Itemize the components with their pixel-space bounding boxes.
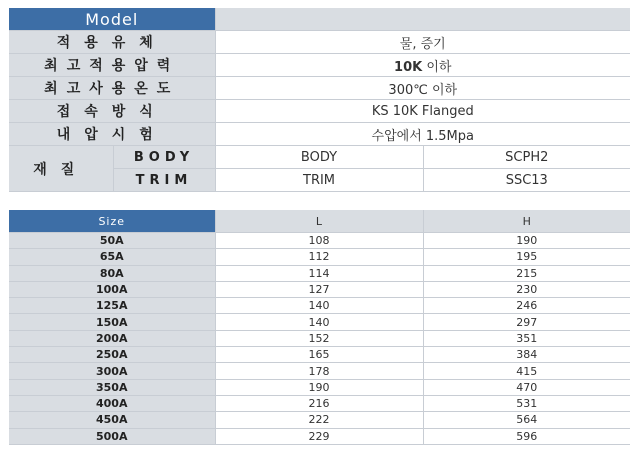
- l-cell: 108: [215, 233, 423, 249]
- size-table-body: [9, 233, 630, 445]
- h-cell: 531: [423, 395, 630, 411]
- spec-value: KS 10K Flanged: [215, 100, 630, 123]
- table-row: [9, 363, 630, 379]
- table-row: [9, 249, 630, 265]
- size-table: [9, 210, 630, 445]
- trim-name: TRIM: [215, 169, 423, 192]
- table-row: [9, 298, 630, 314]
- h-cell: 246: [423, 298, 630, 314]
- model-label: Model: [9, 8, 215, 31]
- size-cell: 450A: [9, 412, 215, 428]
- size-cell: 350A: [9, 379, 215, 395]
- size-cell: 500A: [9, 428, 215, 444]
- spec-row: [9, 31, 630, 54]
- table-row: [9, 281, 630, 297]
- spec-row: [9, 123, 630, 146]
- h-cell: 384: [423, 347, 630, 363]
- l-cell: 229: [215, 428, 423, 444]
- table-row: [9, 412, 630, 428]
- size-cell: 400A: [9, 395, 215, 411]
- spec-value: 수압에서 1.5Mpa: [215, 123, 630, 146]
- body-name: BODY: [215, 146, 423, 169]
- l-cell: 127: [215, 281, 423, 297]
- trim-label: TRIM: [113, 169, 215, 192]
- spec-row: [9, 77, 630, 100]
- trim-value: SSC13: [423, 169, 630, 192]
- spec-value-bold: 10K: [394, 59, 423, 75]
- spec-label: 내압시험: [9, 123, 215, 146]
- h-cell: 351: [423, 330, 630, 346]
- model-row: [9, 8, 630, 31]
- spec-value: [215, 54, 630, 77]
- size-cell: 50A: [9, 233, 215, 249]
- h-cell: 596: [423, 428, 630, 444]
- table-row: [9, 347, 630, 363]
- l-header: L: [215, 210, 423, 233]
- body-value: SCPH2: [423, 146, 630, 169]
- spec-value: 물, 증기: [215, 31, 630, 54]
- size-cell: 200A: [9, 330, 215, 346]
- material-label: 재질: [9, 146, 113, 192]
- l-cell: 222: [215, 412, 423, 428]
- spec-label: 적용유체: [9, 31, 215, 54]
- l-cell: 114: [215, 265, 423, 281]
- spec-value-rest: 이하: [426, 59, 452, 75]
- h-cell: 190: [423, 233, 630, 249]
- l-cell: 152: [215, 330, 423, 346]
- model-value: [215, 8, 630, 31]
- h-header: H: [423, 210, 630, 233]
- table-row: [9, 314, 630, 330]
- size-cell: 300A: [9, 363, 215, 379]
- l-cell: 112: [215, 249, 423, 265]
- spec-label: 접속방식: [9, 100, 215, 123]
- l-cell: 190: [215, 379, 423, 395]
- h-cell: 415: [423, 363, 630, 379]
- size-header-row: [9, 210, 630, 233]
- l-cell: 178: [215, 363, 423, 379]
- table-row: [9, 330, 630, 346]
- table-row: [9, 379, 630, 395]
- size-cell: 100A: [9, 281, 215, 297]
- body-label: BODY: [113, 146, 215, 169]
- table-row: [9, 395, 630, 411]
- l-cell: 165: [215, 347, 423, 363]
- size-cell: 80A: [9, 265, 215, 281]
- spec-label: 최고사용온도: [9, 77, 215, 100]
- size-header: Size: [9, 210, 215, 233]
- l-cell: 140: [215, 298, 423, 314]
- h-cell: 297: [423, 314, 630, 330]
- spec-row: [9, 54, 630, 77]
- l-cell: 140: [215, 314, 423, 330]
- table-row: [9, 265, 630, 281]
- material-body-row: [9, 146, 630, 169]
- h-cell: 564: [423, 412, 630, 428]
- h-cell: 230: [423, 281, 630, 297]
- size-cell: 65A: [9, 249, 215, 265]
- h-cell: 195: [423, 249, 630, 265]
- table-row: [9, 233, 630, 249]
- h-cell: 470: [423, 379, 630, 395]
- spec-label: 최고적용압력: [9, 54, 215, 77]
- size-cell: 125A: [9, 298, 215, 314]
- size-cell: 250A: [9, 347, 215, 363]
- spec-row: [9, 100, 630, 123]
- h-cell: 215: [423, 265, 630, 281]
- spec-table: [9, 8, 630, 192]
- spec-value: 300℃ 이하: [215, 77, 630, 100]
- l-cell: 216: [215, 395, 423, 411]
- table-row: [9, 428, 630, 444]
- size-cell: 150A: [9, 314, 215, 330]
